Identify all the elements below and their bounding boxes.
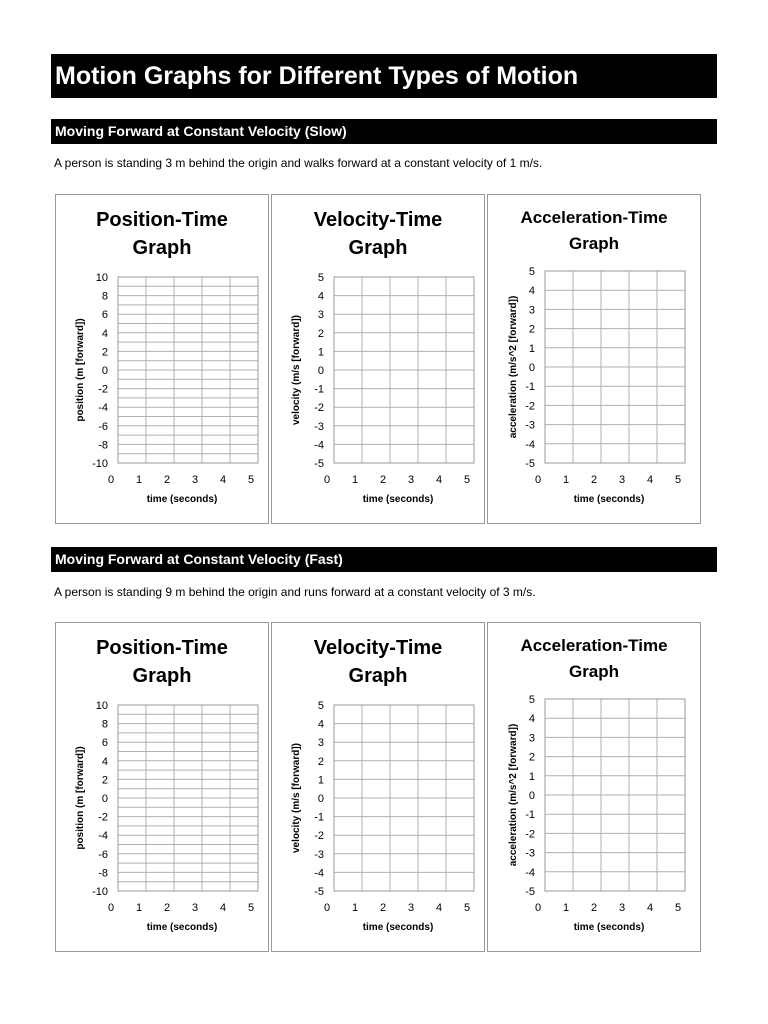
graph-title-line: Velocity-Time bbox=[313, 637, 443, 659]
y-tick-label: -5 bbox=[525, 458, 535, 470]
graph-svg bbox=[56, 195, 268, 523]
y-tick-label: 0 bbox=[528, 362, 535, 374]
y-tick-label: -5 bbox=[314, 886, 324, 898]
y-tick-label: 2 bbox=[317, 755, 324, 768]
acceleration-time-graph-slow bbox=[487, 194, 701, 524]
y-tick-label: -1 bbox=[525, 381, 535, 394]
page-title: Motion Graphs for Different Types of Motion bbox=[51, 54, 717, 98]
y-tick-label: 4 bbox=[528, 285, 535, 298]
y-axis-label: position (m [forward]) bbox=[75, 746, 86, 850]
x-tick-label: 1 bbox=[351, 902, 359, 914]
y-tick-label: 1 bbox=[317, 346, 324, 359]
y-tick-label: 10 bbox=[95, 272, 108, 284]
x-tick-label: 4 bbox=[646, 474, 654, 486]
y-tick-label: 10 bbox=[95, 700, 108, 712]
y-tick-label: -10 bbox=[92, 886, 108, 898]
graph-title-line: Graph bbox=[132, 665, 192, 687]
y-tick-label: 2 bbox=[101, 346, 108, 359]
position-time-graph-fast bbox=[55, 622, 269, 952]
y-tick-label: 1 bbox=[528, 342, 535, 355]
x-tick-label: 4 bbox=[219, 902, 227, 914]
y-tick-label: 4 bbox=[101, 327, 108, 340]
y-axis-label: acceleration (m/s^2 [forward]) bbox=[508, 295, 519, 439]
y-tick-label: -2 bbox=[314, 402, 324, 415]
y-tick-label: -2 bbox=[314, 830, 324, 843]
x-tick-label: 5 bbox=[463, 902, 471, 914]
y-tick-label: 0 bbox=[528, 790, 535, 802]
x-tick-label: 2 bbox=[590, 474, 598, 486]
y-tick-label: 4 bbox=[317, 290, 324, 303]
x-tick-label: 5 bbox=[674, 902, 682, 914]
graph-title-line: Graph bbox=[132, 237, 192, 259]
x-tick-label: 1 bbox=[562, 902, 570, 914]
y-tick-label: 6 bbox=[101, 737, 108, 750]
y-tick-label: -3 bbox=[525, 419, 535, 432]
graph-title-line: Graph bbox=[348, 665, 408, 687]
graph-svg bbox=[488, 195, 700, 523]
graph-svg bbox=[272, 195, 484, 523]
graph-svg bbox=[488, 623, 700, 951]
y-tick-label: 0 bbox=[101, 365, 108, 377]
y-tick-label: 3 bbox=[528, 304, 535, 317]
y-tick-label: -10 bbox=[92, 458, 108, 470]
x-tick-label: 4 bbox=[646, 902, 654, 914]
x-tick-label: 5 bbox=[463, 474, 471, 486]
y-tick-label: -8 bbox=[98, 439, 108, 452]
x-tick-label: 0 bbox=[323, 902, 331, 914]
x-tick-label: 2 bbox=[379, 902, 387, 914]
position-time-graph-slow bbox=[55, 194, 269, 524]
y-tick-label: 8 bbox=[101, 290, 108, 303]
x-tick-label: 3 bbox=[407, 474, 415, 486]
section-heading-fast: Moving Forward at Constant Velocity (Fast) bbox=[51, 547, 717, 572]
y-tick-label: -5 bbox=[314, 458, 324, 470]
y-tick-label: 1 bbox=[528, 770, 535, 783]
y-tick-label: 4 bbox=[528, 713, 535, 726]
acceleration-time-graph-fast bbox=[487, 622, 701, 952]
y-tick-label: -4 bbox=[98, 830, 108, 843]
x-tick-label: 3 bbox=[618, 474, 626, 486]
x-tick-label: 5 bbox=[247, 474, 255, 486]
x-tick-label: 1 bbox=[135, 474, 143, 486]
graph-title-line: Graph bbox=[568, 234, 620, 253]
x-tick-label: 2 bbox=[163, 902, 171, 914]
y-tick-label: -6 bbox=[98, 848, 108, 861]
y-axis-label: acceleration (m/s^2 [forward]) bbox=[508, 723, 519, 867]
x-axis-label: time (seconds) bbox=[573, 494, 645, 505]
y-tick-label: 0 bbox=[317, 793, 324, 805]
graph-title-line: Position-Time bbox=[96, 637, 228, 659]
y-tick-label: 0 bbox=[101, 793, 108, 805]
graph-title-line: Graph bbox=[568, 662, 620, 681]
y-tick-label: 5 bbox=[528, 266, 535, 278]
y-tick-label: -2 bbox=[525, 400, 535, 413]
y-tick-label: -4 bbox=[314, 867, 324, 880]
x-axis-label: time (seconds) bbox=[362, 922, 434, 933]
y-tick-label: 5 bbox=[528, 694, 535, 706]
graph-svg bbox=[56, 623, 268, 951]
x-tick-label: 1 bbox=[135, 902, 143, 914]
y-tick-label: -6 bbox=[98, 420, 108, 433]
velocity-time-graph-fast bbox=[271, 622, 485, 952]
y-tick-label: -1 bbox=[314, 811, 324, 824]
y-tick-label: 3 bbox=[317, 309, 324, 322]
section-description-slow: A person is standing 3 m behind the origin and walks forward at a constant velocity of 1 m/s. bbox=[54, 156, 543, 170]
y-tick-label: -4 bbox=[314, 439, 324, 452]
graph-title-line: Graph bbox=[348, 237, 408, 259]
y-tick-label: 3 bbox=[317, 737, 324, 750]
y-tick-label: 3 bbox=[528, 732, 535, 745]
x-tick-label: 3 bbox=[618, 902, 626, 914]
graph-title-line: Acceleration-Time bbox=[520, 636, 668, 655]
y-tick-label: -2 bbox=[525, 828, 535, 841]
x-tick-label: 4 bbox=[219, 474, 227, 486]
y-axis-label: position (m [forward]) bbox=[75, 318, 86, 422]
x-tick-label: 0 bbox=[107, 474, 115, 486]
section-heading-slow: Moving Forward at Constant Velocity (Slow) bbox=[51, 119, 717, 144]
y-tick-label: 5 bbox=[317, 272, 324, 284]
y-tick-label: -4 bbox=[98, 402, 108, 415]
x-tick-label: 0 bbox=[107, 902, 115, 914]
x-axis-label: time (seconds) bbox=[146, 922, 218, 933]
y-tick-label: 2 bbox=[317, 327, 324, 340]
y-axis-label: velocity (m/s [forward]) bbox=[291, 742, 302, 854]
y-tick-label: 6 bbox=[101, 309, 108, 322]
y-tick-label: 0 bbox=[317, 365, 324, 377]
x-axis-label: time (seconds) bbox=[146, 494, 218, 505]
graph-title-line: Position-Time bbox=[96, 209, 228, 231]
y-tick-label: -2 bbox=[98, 811, 108, 824]
y-tick-label: -3 bbox=[314, 848, 324, 861]
x-tick-label: 0 bbox=[534, 474, 542, 486]
x-tick-label: 5 bbox=[247, 902, 255, 914]
x-axis-label: time (seconds) bbox=[362, 494, 434, 505]
x-tick-label: 0 bbox=[534, 902, 542, 914]
y-tick-label: -3 bbox=[525, 847, 535, 860]
x-tick-label: 3 bbox=[191, 474, 199, 486]
x-tick-label: 4 bbox=[435, 474, 443, 486]
x-tick-label: 1 bbox=[562, 474, 570, 486]
graph-svg bbox=[272, 623, 484, 951]
y-tick-label: 2 bbox=[101, 774, 108, 787]
x-tick-label: 4 bbox=[435, 902, 443, 914]
x-axis-label: time (seconds) bbox=[573, 922, 645, 933]
y-tick-label: -3 bbox=[314, 420, 324, 433]
y-tick-label: 2 bbox=[528, 323, 535, 336]
x-tick-label: 3 bbox=[191, 902, 199, 914]
y-tick-label: 1 bbox=[317, 774, 324, 787]
x-tick-label: 3 bbox=[407, 902, 415, 914]
y-tick-label: -4 bbox=[525, 438, 535, 451]
graph-title-line: Velocity-Time bbox=[313, 209, 443, 231]
y-tick-label: 2 bbox=[528, 751, 535, 764]
x-tick-label: 5 bbox=[674, 474, 682, 486]
y-tick-label: -8 bbox=[98, 867, 108, 880]
x-tick-label: 0 bbox=[323, 474, 331, 486]
section-description-fast: A person is standing 9 m behind the origin and runs forward at a constant velocity of 3 m/s. bbox=[54, 585, 536, 599]
y-tick-label: 4 bbox=[317, 718, 324, 731]
x-tick-label: 2 bbox=[379, 474, 387, 486]
y-axis-label: velocity (m/s [forward]) bbox=[291, 314, 302, 426]
x-tick-label: 2 bbox=[590, 902, 598, 914]
y-tick-label: -1 bbox=[525, 809, 535, 822]
x-tick-label: 1 bbox=[351, 474, 359, 486]
y-tick-label: -5 bbox=[525, 886, 535, 898]
y-tick-label: -2 bbox=[98, 383, 108, 396]
x-tick-label: 2 bbox=[163, 474, 171, 486]
y-tick-label: -4 bbox=[525, 866, 535, 879]
y-tick-label: 5 bbox=[317, 700, 324, 712]
y-tick-label: 4 bbox=[101, 755, 108, 768]
y-tick-label: -1 bbox=[314, 383, 324, 396]
velocity-time-graph-slow bbox=[271, 194, 485, 524]
graph-title-line: Acceleration-Time bbox=[520, 208, 668, 227]
y-tick-label: 8 bbox=[101, 718, 108, 731]
